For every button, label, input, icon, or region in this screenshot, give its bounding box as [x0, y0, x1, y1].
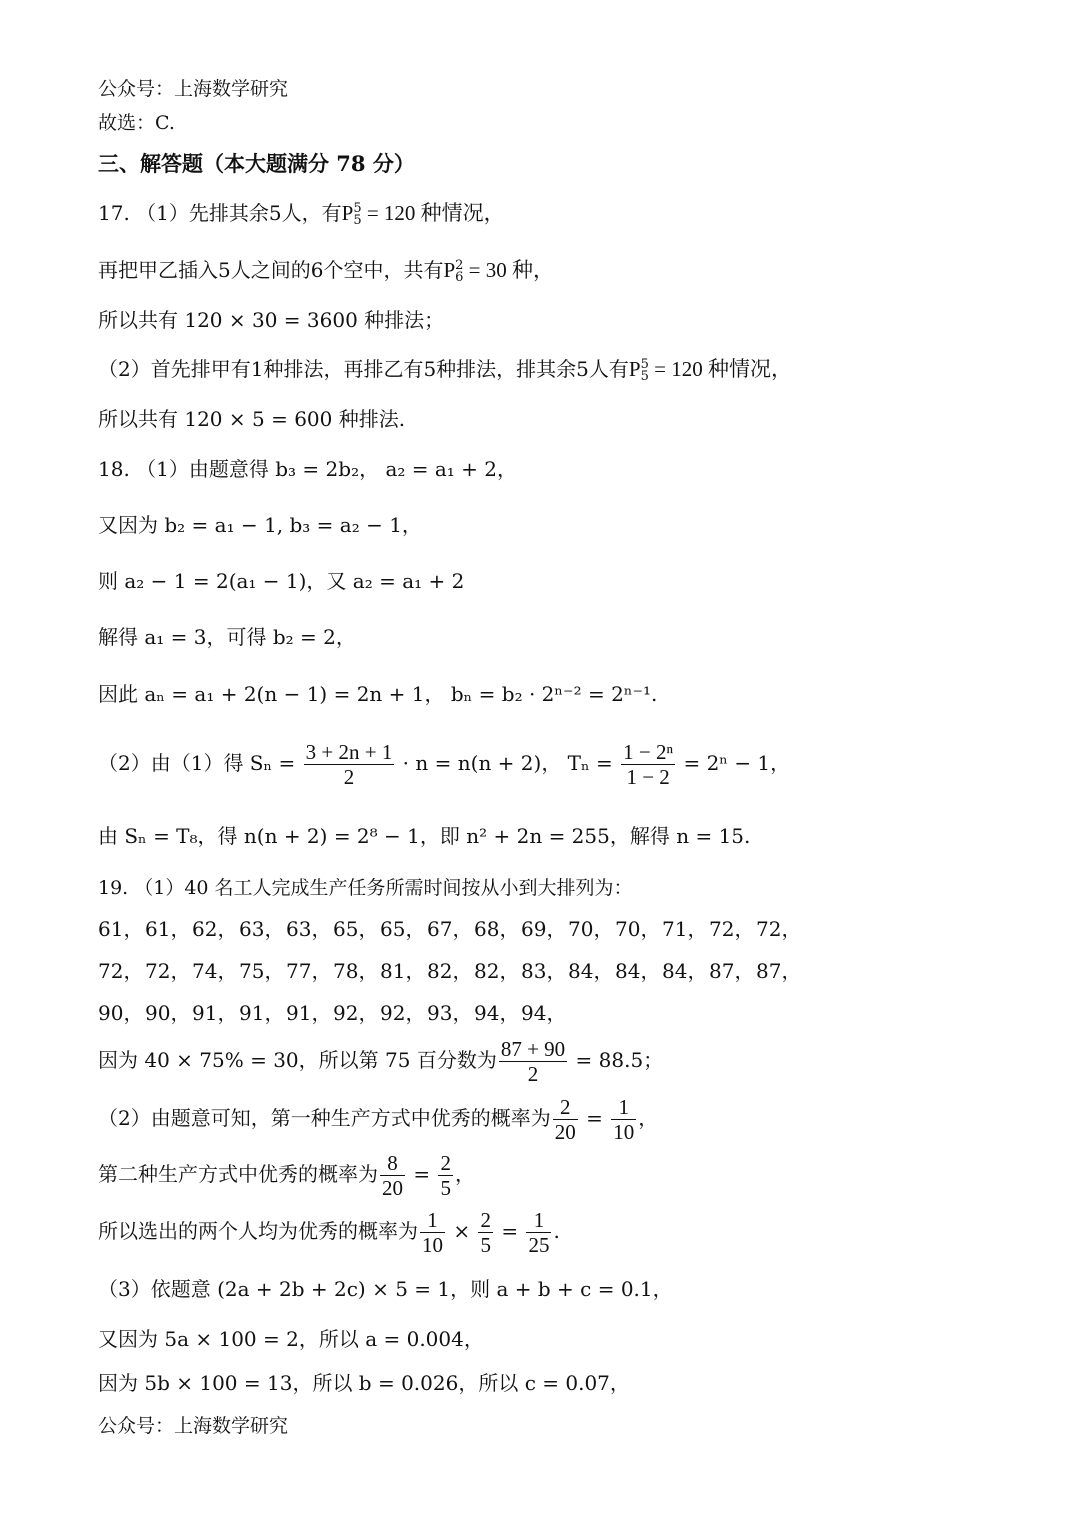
q18-line-5: 因此 aₙ = a₁ + 2(n − 1) = 2n + 1， bₙ = b₂ · 2ⁿ⁻² = 2ⁿ⁻¹. [98, 682, 658, 706]
data-value: 91， [239, 1001, 285, 1025]
header-watermark: 公众号：上海数学研究 [98, 78, 289, 100]
fraction: $\frac{87 + 90}{2}$ [500, 1037, 566, 1086]
data-value: 93， [427, 1001, 473, 1025]
data-value: 94， [521, 1001, 567, 1025]
data-value: 61， [145, 917, 191, 941]
data-value: 72， [756, 917, 802, 941]
data-value: 78， [333, 959, 379, 983]
fraction: $\frac{1}{25}$ [528, 1208, 550, 1257]
data-value: 81， [380, 959, 426, 983]
data-value: 87， [756, 959, 802, 983]
data-value: 82， [427, 959, 473, 983]
section-title: 三、解答题（本大题满分 78 分） [98, 151, 415, 176]
data-value: 69， [521, 917, 567, 941]
data-value: 90， [145, 1001, 191, 1025]
fraction: $\frac{\text{1 − 2ⁿ}}{1 - 2}$ [623, 740, 674, 789]
data-value: 70， [568, 917, 614, 941]
data-value: 67， [427, 917, 473, 941]
data-value: 82， [474, 959, 520, 983]
data-value: 90， [98, 1001, 144, 1025]
data-value: 72， [709, 917, 755, 941]
fraction: $\frac{3 + 2n + 1}{2}$ [305, 740, 393, 789]
data-value: 94， [474, 1001, 520, 1025]
data-value: 68， [474, 917, 520, 941]
q19-line-5: 因为 40 × 75% = 30，所以第 75 百分数为 $\frac{87 + 90}{2}$ = 88.5； [98, 1037, 664, 1086]
data-value: 63， [239, 917, 285, 941]
fraction: $\frac{1}{10}$ [422, 1208, 443, 1257]
data-value: 84， [662, 959, 708, 983]
data-value: 63， [286, 917, 332, 941]
fraction: $\frac{2}{20}$ [554, 1095, 576, 1144]
q18-line-1: 18. （1）由题意得 b₃ = 2b₂， a₂ = a₁ + 2， [98, 457, 517, 481]
fraction: $\frac{2}{5}$ [440, 1151, 451, 1200]
footer-watermark: 公众号：上海数学研究 [98, 1415, 289, 1437]
q19-line-10: 又因为 5a × 100 = 2，所以 a = 0.004， [98, 1327, 484, 1351]
data-value: 62， [192, 917, 238, 941]
data-value: 92， [333, 1001, 379, 1025]
q19-line-11: 因为 5b × 100 = 13，所以 b = 0.026，所以 c = 0.07， [98, 1371, 630, 1395]
q18-line-6: （2）由（1）得 Sₙ = $\frac{3 + 2n + 1}{2}$ · n = n(n + 2)， Tₙ = $\frac{\text{1 − 2ⁿ}}{1 - 2}$ = 2ⁿ − 1， [98, 740, 791, 789]
data-value: 77， [286, 959, 332, 983]
data-value: 75， [239, 959, 285, 983]
q18-line-3: 则 a₂ − 1 = 2(a₁ − 1)，又 a₂ = a₁ + 2 [98, 569, 465, 593]
q17-line-1: 17. （1）先排其余5人，有P 5 5 = 120 种情况， [98, 200, 505, 228]
q19-data-row-3 [98, 1000, 568, 1026]
data-value: 92， [380, 1001, 426, 1025]
data-value: 72， [145, 959, 191, 983]
data-value: 83， [521, 959, 567, 983]
data-value: 61， [98, 917, 144, 941]
q17-line-4: （2）首先排甲有1种排法，再排乙有5种排法，排其余5人有P 5 5 = 120 种情况， [98, 356, 792, 384]
fraction: $\frac{1}{10}$ [613, 1095, 635, 1144]
data-value: 91， [192, 1001, 238, 1025]
q17-line-5: 所以共有 120 × 5 = 600 种排法. [98, 407, 406, 431]
data-value: 74， [192, 959, 238, 983]
q19-line-1: 19. （1）40 名工人完成生产任务所需时间按从小到大排列为： [98, 877, 633, 899]
q18-line-4: 解得 a₁ = 3，可得 b₂ = 2， [98, 625, 356, 649]
q19-line-6: （2）由题意可知，第一种生产方式中优秀的概率为 $\frac{2}{20}$ = $\frac{1}{10}$ ， [98, 1095, 659, 1144]
data-value: 84， [568, 959, 614, 983]
fraction: $\frac{2}{5}$ [480, 1208, 491, 1257]
q18-line-7: 由 Sₙ = T₈，得 n(n + 2) = 2⁸ − 1，即 n² + 2n = 255，解得 n = 15. [98, 824, 751, 848]
q19-data-row-2 [98, 958, 803, 984]
data-value: 65， [333, 917, 379, 941]
data-value: 65， [380, 917, 426, 941]
q19-data-row-1 [98, 916, 803, 942]
q19-line-9: （3）依题意 (2a + 2b + 2c) × 5 = 1，则 a + b + c = 0.1， [98, 1277, 673, 1301]
data-value: 87， [709, 959, 755, 983]
data-value: 70， [615, 917, 661, 941]
q19-line-7: 第二种生产方式中优秀的概率为 $\frac{8}{20}$ = $\frac{2}{5}$ ， [98, 1151, 475, 1200]
q17-line-3: 所以共有 120 × 30 = 3600 种排法； [98, 308, 445, 332]
fraction: $\frac{8}{20}$ [382, 1151, 403, 1200]
previous-answer: 故选：C. [98, 112, 175, 134]
q19-line-8: 所以选出的两个人均为优秀的概率为 $\frac{1}{10}$ × $\frac{2}{5}$ = $\frac{1}{25}$ . [98, 1208, 560, 1257]
q18-line-2: 又因为 b₂ = a₁ − 1, b₃ = a₂ − 1， [98, 513, 422, 537]
q17-line-2: 再把甲乙插入5人之间的6个空中，共有P 2 6 = 30 种， [98, 257, 555, 285]
data-value: 84， [615, 959, 661, 983]
data-value: 91， [286, 1001, 332, 1025]
data-value: 72， [98, 959, 144, 983]
data-value: 71， [662, 917, 708, 941]
